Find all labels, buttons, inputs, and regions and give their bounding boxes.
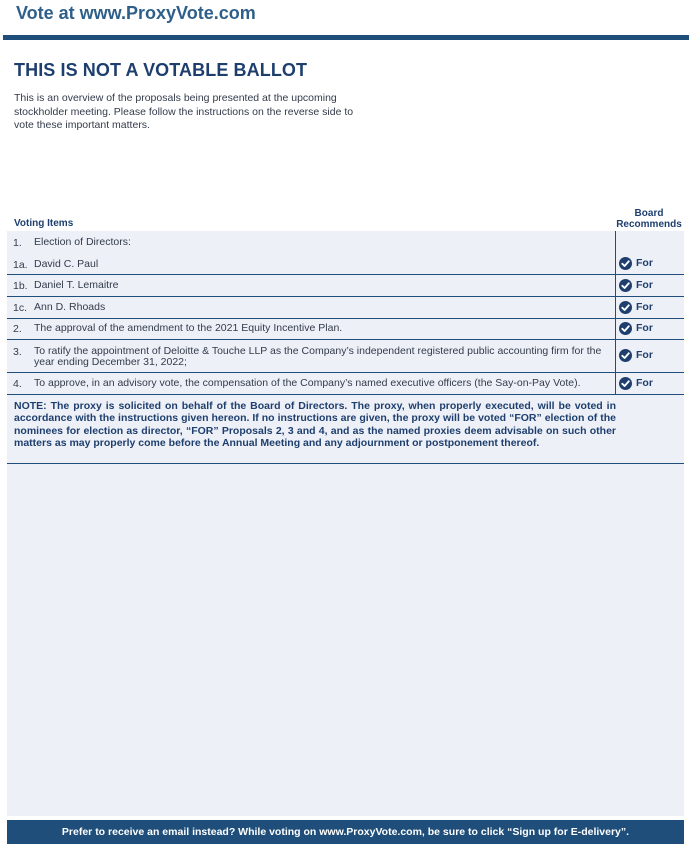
voting-item-row — [7, 373, 684, 395]
recommendation-cell — [615, 340, 684, 372]
board-recommends-header: Board Recommends — [616, 208, 682, 230]
recommendation-cell — [615, 319, 684, 339]
check-circle-icon — [619, 279, 632, 292]
recommendation-cell — [615, 373, 684, 394]
voting-item-row — [7, 297, 684, 319]
voting-item-row — [7, 275, 684, 297]
recommendation-for: For — [636, 257, 653, 269]
recommendation-cell — [615, 275, 684, 296]
recommendation-cell — [615, 231, 684, 253]
item-text: Ann D. Rhoads — [34, 301, 106, 313]
recommendation-cell — [615, 253, 684, 274]
item-text: Election of Directors: — [34, 236, 131, 248]
voting-item-row — [7, 319, 684, 340]
recommendation-cell — [615, 297, 684, 318]
item-number: 1c. — [13, 302, 28, 314]
item-number: 3. — [13, 346, 22, 358]
item-text: To approve, in an advisory vote, the compensation of the Company’s named executive officers (the Say-on-Pay Vote). — [34, 377, 581, 389]
item-text: The approval of the amendment to the 2021 Equity Incentive Plan. — [34, 322, 343, 334]
item-number: 2. — [13, 323, 22, 335]
voting-items-header: Voting Items — [14, 218, 74, 229]
footer-banner — [7, 820, 684, 844]
proxy-note-text: NOTE: The proxy is solicited on behalf of the Board of Directors. The proxy, when properly executed, will be voted in accordance with the instructions given hereon. If no instructions are given, the proxy will be voted “FOR” election of the nominees for election as director, “FOR” Proposals 2, 3 and 4, and as the named proxies deem advisable on such other matters as may properly come before the Annual Meeting and any adjournment or postponement thereof. — [14, 400, 616, 449]
item-text: David C. Paul — [34, 258, 99, 270]
header-divider — [3, 35, 689, 40]
ballot-title: THIS IS NOT A VOTABLE BALLOT — [14, 60, 308, 80]
voting-item-row — [7, 340, 684, 373]
recommendation-for: For — [636, 377, 653, 389]
ballot-intro: This is an overview of the proposals being presented at the upcoming stockholder meeting. Please follow the instructions on the reverse side to vote these important matters. — [14, 92, 354, 131]
check-circle-icon — [619, 349, 632, 362]
header-title: Vote at www.ProxyVote.com — [16, 3, 256, 23]
item-number: 1a. — [13, 259, 28, 271]
item-text: To ratify the appointment of Deloitte & Touche LLP as the Company’s independent registered public accounting firm for the year ending December 31, 2022; — [34, 345, 602, 368]
check-circle-icon — [619, 322, 632, 335]
item-text: Daniel T. Lemaitre — [34, 279, 119, 291]
item-number: 1. — [13, 237, 22, 249]
voting-item-row — [7, 253, 684, 275]
recommendation-for: For — [636, 349, 653, 361]
item-number: 1b. — [13, 280, 28, 292]
item-number: 4. — [13, 378, 22, 390]
check-circle-icon — [619, 301, 632, 314]
voting-item-row — [7, 231, 684, 253]
footer-text: Prefer to receive an email instead? While voting on www.ProxyVote.com, be sure to click “Sign up for E-delivery”. — [61, 826, 630, 838]
recommendation-for: For — [636, 322, 653, 334]
check-circle-icon — [619, 257, 632, 270]
check-circle-icon — [619, 377, 632, 390]
recommendation-for: For — [636, 279, 653, 291]
recommendation-for: For — [636, 301, 653, 313]
proxy-note — [7, 396, 684, 464]
